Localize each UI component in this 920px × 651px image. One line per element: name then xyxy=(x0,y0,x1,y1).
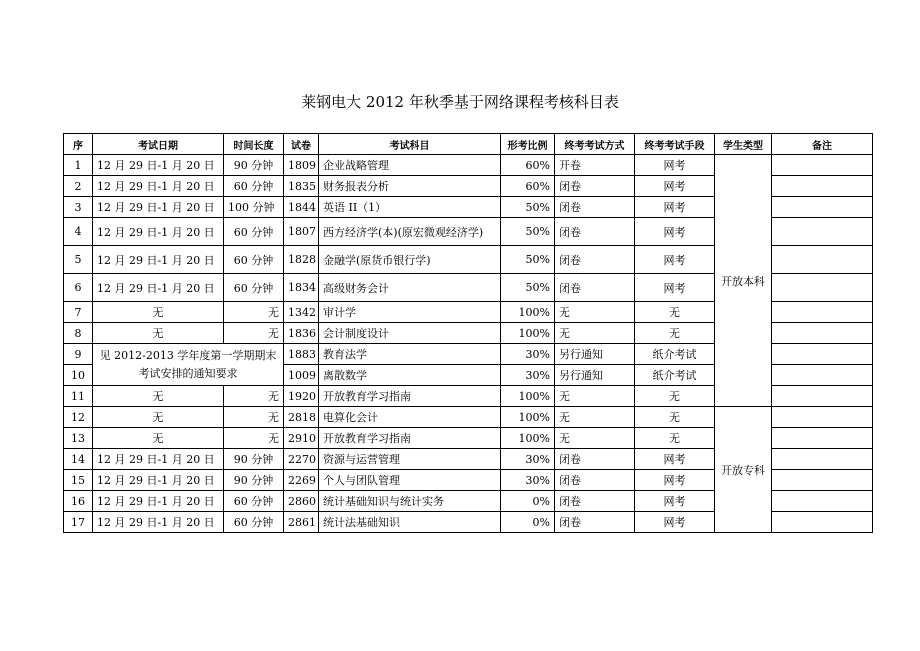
time-length: 无 xyxy=(224,323,284,344)
exam-date: 12 月 29 日-1 月 20 日 xyxy=(93,218,224,246)
time-length: 60 分钟 xyxy=(224,176,284,197)
remarks-cell xyxy=(772,218,873,246)
row-number: 15 xyxy=(64,470,93,491)
header-cell: 学生类型 xyxy=(715,134,772,155)
remarks-cell xyxy=(772,323,873,344)
header-cell: 终考考试方式 xyxy=(555,134,635,155)
paper-code: 2861 xyxy=(284,512,319,533)
remarks-cell xyxy=(772,449,873,470)
final-exam-method: 闭卷 xyxy=(555,176,635,197)
header-cell: 终考考试手段 xyxy=(635,134,715,155)
final-exam-method: 闭卷 xyxy=(555,197,635,218)
remarks-cell xyxy=(772,274,873,302)
exam-subject: 审计学 xyxy=(319,302,501,323)
row-number: 1 xyxy=(64,155,93,176)
exam-subject: 离散数学 xyxy=(319,365,501,386)
final-exam-method: 闭卷 xyxy=(555,512,635,533)
final-exam-method: 闭卷 xyxy=(555,246,635,274)
final-exam-means: 网考 xyxy=(635,197,715,218)
paper-code: 1342 xyxy=(284,302,319,323)
assessment-ratio: 60% xyxy=(501,176,555,197)
remarks-cell xyxy=(772,155,873,176)
row-number: 16 xyxy=(64,491,93,512)
time-length: 100 分钟 xyxy=(224,197,284,218)
header-cell: 序 xyxy=(64,134,93,155)
exam-subject: 资源与运营管理 xyxy=(319,449,501,470)
paper-code: 1920 xyxy=(284,386,319,407)
final-exam-means: 网考 xyxy=(635,274,715,302)
time-length: 60 分钟 xyxy=(224,274,284,302)
exam-subject: 开放教育学习指南 xyxy=(319,428,501,449)
time-length: 60 分钟 xyxy=(224,246,284,274)
assessment-ratio: 30% xyxy=(501,449,555,470)
row-number: 8 xyxy=(64,323,93,344)
assessment-ratio: 100% xyxy=(501,386,555,407)
exam-date: 12 月 29 日-1 月 20 日 xyxy=(93,470,224,491)
row-number: 9 xyxy=(64,344,93,365)
final-exam-means: 网考 xyxy=(635,491,715,512)
assessment-ratio: 50% xyxy=(501,274,555,302)
final-exam-means: 网考 xyxy=(635,246,715,274)
exam-subject: 统计法基础知识 xyxy=(319,512,501,533)
remarks-cell xyxy=(772,176,873,197)
final-exam-means: 无 xyxy=(635,302,715,323)
final-exam-means: 无 xyxy=(635,386,715,407)
table-row xyxy=(64,407,873,428)
assessment-ratio: 30% xyxy=(501,470,555,491)
exam-date: 12 月 29 日-1 月 20 日 xyxy=(93,155,224,176)
exam-date: 12 月 29 日-1 月 20 日 xyxy=(93,197,224,218)
time-length: 90 分钟 xyxy=(224,470,284,491)
row-number: 2 xyxy=(64,176,93,197)
row-number: 4 xyxy=(64,218,93,246)
final-exam-means: 网考 xyxy=(635,449,715,470)
assessment-ratio: 100% xyxy=(501,407,555,428)
remarks-cell xyxy=(772,491,873,512)
final-exam-method: 开卷 xyxy=(555,155,635,176)
assessment-ratio: 60% xyxy=(501,155,555,176)
header-cell: 形考比例 xyxy=(501,134,555,155)
remarks-cell xyxy=(772,407,873,428)
exam-subject: 教育法学 xyxy=(319,344,501,365)
row-number: 7 xyxy=(64,302,93,323)
final-exam-means: 无 xyxy=(635,323,715,344)
paper-code: 1807 xyxy=(284,218,319,246)
exam-subject: 企业战略管理 xyxy=(319,155,501,176)
header-cell: 考试科目 xyxy=(319,134,501,155)
paper-code: 1883 xyxy=(284,344,319,365)
paper-code: 2910 xyxy=(284,428,319,449)
final-exam-means: 网考 xyxy=(635,176,715,197)
exam-date: 无 xyxy=(93,323,224,344)
exam-date: 12 月 29 日-1 月 20 日 xyxy=(93,512,224,533)
exam-subject: 电算化会计 xyxy=(319,407,501,428)
exam-subject: 高级财务会计 xyxy=(319,274,501,302)
final-exam-means: 网考 xyxy=(635,470,715,491)
student-type-college: 开放专科 xyxy=(715,407,772,533)
merged-note-cell: 见 2012-2013 学年度第一学期期末考试安排的通知要求 xyxy=(93,344,284,386)
assessment-ratio: 30% xyxy=(501,365,555,386)
paper-code: 2818 xyxy=(284,407,319,428)
final-exam-method: 无 xyxy=(555,428,635,449)
final-exam-method: 另行通知 xyxy=(555,365,635,386)
final-exam-means: 网考 xyxy=(635,218,715,246)
assessment-ratio: 100% xyxy=(501,323,555,344)
final-exam-means: 无 xyxy=(635,407,715,428)
assessment-ratio: 0% xyxy=(501,512,555,533)
remarks-cell xyxy=(772,344,873,365)
row-number: 13 xyxy=(64,428,93,449)
assessment-ratio: 0% xyxy=(501,491,555,512)
final-exam-method: 闭卷 xyxy=(555,470,635,491)
final-exam-means: 网考 xyxy=(635,155,715,176)
header-cell: 试卷 xyxy=(284,134,319,155)
assessment-ratio: 30% xyxy=(501,344,555,365)
paper-code: 2270 xyxy=(284,449,319,470)
assessment-ratio: 50% xyxy=(501,197,555,218)
assessment-ratio: 100% xyxy=(501,428,555,449)
time-length: 60 分钟 xyxy=(224,218,284,246)
exam-date: 12 月 29 日-1 月 20 日 xyxy=(93,246,224,274)
final-exam-method: 闭卷 xyxy=(555,491,635,512)
remarks-cell xyxy=(772,197,873,218)
exam-subject: 开放教育学习指南 xyxy=(319,386,501,407)
final-exam-means: 网考 xyxy=(635,512,715,533)
assessment-ratio: 50% xyxy=(501,246,555,274)
exam-date: 无 xyxy=(93,407,224,428)
final-exam-means: 纸介考试 xyxy=(635,344,715,365)
exam-subject: 会计制度设计 xyxy=(319,323,501,344)
paper-code: 2860 xyxy=(284,491,319,512)
exam-date: 12 月 29 日-1 月 20 日 xyxy=(93,491,224,512)
paper-code: 1834 xyxy=(284,274,319,302)
remarks-cell xyxy=(772,470,873,491)
exam-schedule-table xyxy=(63,133,873,533)
final-exam-method: 闭卷 xyxy=(555,274,635,302)
exam-date: 12 月 29 日-1 月 20 日 xyxy=(93,176,224,197)
exam-date: 12 月 29 日-1 月 20 日 xyxy=(93,274,224,302)
time-length: 无 xyxy=(224,302,284,323)
final-exam-method: 另行通知 xyxy=(555,344,635,365)
final-exam-method: 无 xyxy=(555,302,635,323)
exam-subject: 个人与团队管理 xyxy=(319,470,501,491)
row-number: 5 xyxy=(64,246,93,274)
time-length: 无 xyxy=(224,428,284,449)
final-exam-method: 无 xyxy=(555,407,635,428)
exam-subject: 西方经济学(本)(原宏微观经济学) xyxy=(319,218,501,246)
header-cell: 考试日期 xyxy=(93,134,224,155)
remarks-cell xyxy=(772,365,873,386)
table-row xyxy=(64,155,873,176)
remarks-cell xyxy=(772,302,873,323)
row-number: 11 xyxy=(64,386,93,407)
paper-code: 1844 xyxy=(284,197,319,218)
exam-subject: 英语 II（1） xyxy=(319,197,501,218)
student-type-undergrad: 开放本科 xyxy=(715,155,772,407)
row-number: 10 xyxy=(64,365,93,386)
time-length: 60 分钟 xyxy=(224,512,284,533)
final-exam-means: 无 xyxy=(635,428,715,449)
time-length: 无 xyxy=(224,386,284,407)
assessment-ratio: 50% xyxy=(501,218,555,246)
exam-subject: 金融学(原货币银行学) xyxy=(319,246,501,274)
assessment-ratio: 100% xyxy=(501,302,555,323)
paper-code: 1836 xyxy=(284,323,319,344)
row-number: 3 xyxy=(64,197,93,218)
exam-date: 无 xyxy=(93,386,224,407)
paper-code: 2269 xyxy=(284,470,319,491)
row-number: 12 xyxy=(64,407,93,428)
exam-date: 12 月 29 日-1 月 20 日 xyxy=(93,449,224,470)
final-exam-method: 闭卷 xyxy=(555,449,635,470)
time-length: 90 分钟 xyxy=(224,155,284,176)
row-number: 6 xyxy=(64,274,93,302)
paper-code: 1009 xyxy=(284,365,319,386)
header-cell: 时间长度 xyxy=(224,134,284,155)
final-exam-means: 纸介考试 xyxy=(635,365,715,386)
paper-code: 1828 xyxy=(284,246,319,274)
remarks-cell xyxy=(772,386,873,407)
header-row xyxy=(64,134,873,155)
row-number: 17 xyxy=(64,512,93,533)
paper-code: 1809 xyxy=(284,155,319,176)
exam-date: 无 xyxy=(93,302,224,323)
header-cell: 备注 xyxy=(772,134,873,155)
row-number: 14 xyxy=(64,449,93,470)
final-exam-method: 闭卷 xyxy=(555,218,635,246)
remarks-cell xyxy=(772,246,873,274)
final-exam-method: 无 xyxy=(555,386,635,407)
time-length: 90 分钟 xyxy=(224,449,284,470)
paper-code: 1835 xyxy=(284,176,319,197)
exam-subject: 财务报表分析 xyxy=(319,176,501,197)
time-length: 无 xyxy=(224,407,284,428)
remarks-cell xyxy=(772,512,873,533)
exam-subject: 统计基础知识与统计实务 xyxy=(319,491,501,512)
exam-date: 无 xyxy=(93,428,224,449)
page-title: 莱钢电大 2012 年秋季基于网络课程考核科目表 xyxy=(301,93,619,111)
final-exam-method: 无 xyxy=(555,323,635,344)
time-length: 60 分钟 xyxy=(224,491,284,512)
remarks-cell xyxy=(772,428,873,449)
